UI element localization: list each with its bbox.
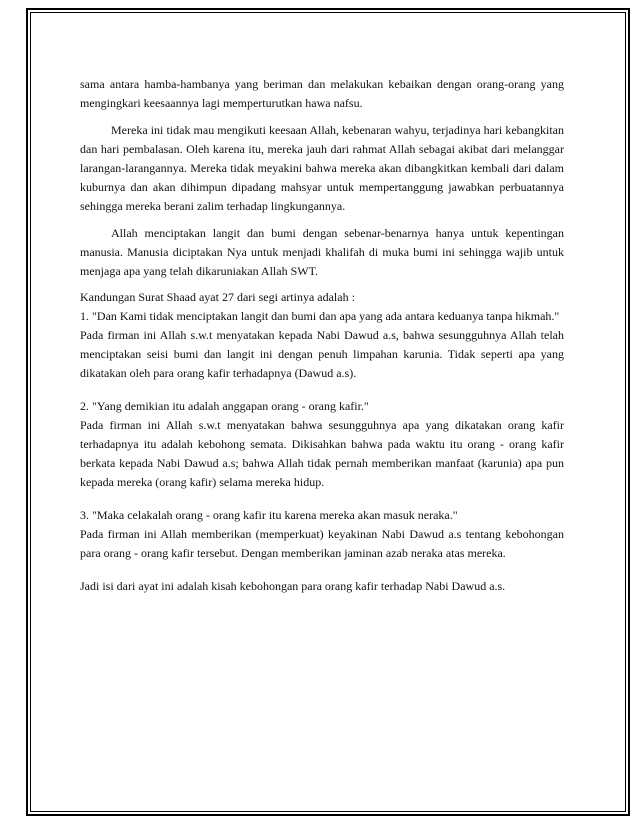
section-heading-kandungan: Kandungan Surat Shaad ayat 27 dari segi artinya adalah : bbox=[80, 290, 355, 304]
point-2-explanation: Pada firman ini Allah s.w.t menyatakan bahwa sesungguhnya apa yang dikatakan orang kafir terhadapnya itu adalah kebohong semata. Dikisahkan bahwa pada waktu itu orang - orang kafir berkata kepada Nabi Dawud a.s; bahwa Allah tidak pernah memberikan manfaat (karunia) apa pun kepada mereka (orang kafir) selama mereka hidup. bbox=[80, 418, 564, 489]
paragraph-creation-purpose: Allah menciptakan langit dan bumi dengan sebenar-benarnya hanya untuk kepentingan manusia. Manusia diciptakan Nya untuk menjadi khalifah di muka bumi ini sehingga wajib untuk menjaga apa yang telah dikaruniakan Allah SWT. bbox=[80, 226, 564, 278]
point-3-explanation: Pada firman ini Allah memberikan (memperkuat) keyakinan Nabi Dawud a.s tentang kebohongan para orang - orang kafir tersebut. Dengan memberikan jaminan azab neraka atas mereka. bbox=[80, 527, 564, 560]
point-3-quote: 3. "Maka celakalah orang - orang kafir itu karena mereka akan masuk neraka." bbox=[80, 508, 458, 522]
paragraph-intro-continuation: sama antara hamba-hambanya yang beriman dan melakukan kebaikan dengan orang-orang yang mengingkari keesaannya lagi memperturutkan hawa nafsu. bbox=[80, 77, 564, 110]
conclusion: Jadi isi dari ayat ini adalah kisah kebohongan para orang kafir terhadap Nabi Dawud a.s. bbox=[80, 579, 506, 593]
paragraph-disbelievers: Mereka ini tidak mau mengikuti keesaan Allah, kebenaran wahyu, terjadinya hari kebangkitan dan hari pembalasan. Oleh karena itu, mereka jauh dari rahmat Allah sebagai akibat dari melanggar larangan-larangannya. Mereka tidak meyakini bahwa mereka akan dibangkitkan kembali dari dalam kuburnya dan akan dihimpun dipadang mahsyar untuk mempertanggung jawabkan perbuatannya sehingga mereka berani zalim terhadap lingkungannya. bbox=[80, 123, 564, 213]
point-2-quote: 2. "Yang demikian itu adalah anggapan orang - orang kafir." bbox=[80, 399, 369, 413]
point-1-quote: 1. "Dan Kami tidak menciptakan langit dan bumi dan apa yang ada antara keduanya tanpa hikmah." bbox=[80, 309, 560, 323]
document-body bbox=[80, 75, 564, 596]
point-1-explanation: Pada firman ini Allah s.w.t menyatakan kepada Nabi Dawud a.s, bahwa sesungguhnya Allah telah menciptakan seisi bumi dan langit ini dengan penuh limpahan karunia. Tidak seperti apa yang dikatakan oleh para orang kafir terhadapnya (Dawud a.s). bbox=[80, 328, 564, 380]
